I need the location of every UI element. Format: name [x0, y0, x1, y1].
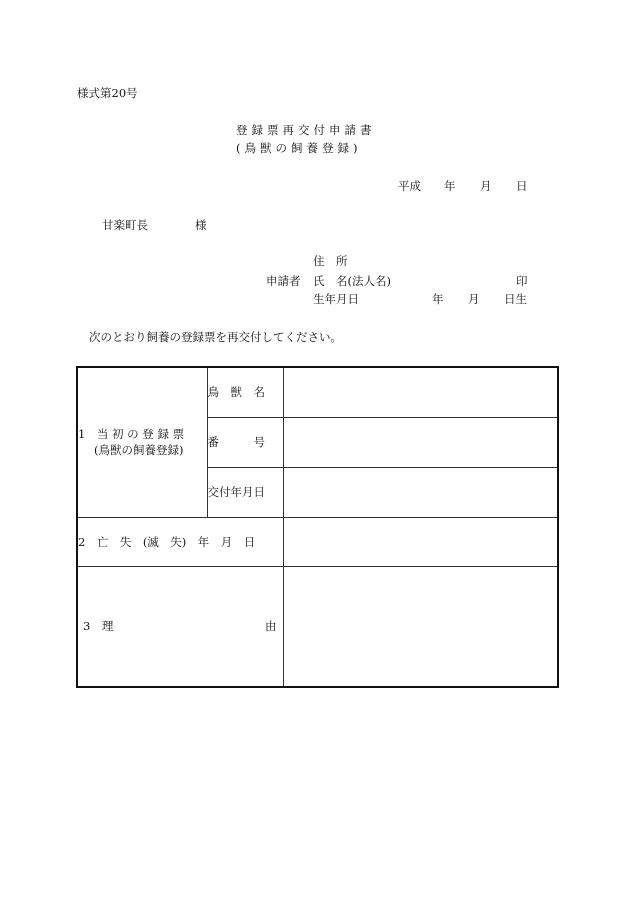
form-number: 様式第20号	[77, 86, 138, 100]
seal-mark: 印	[516, 274, 528, 288]
number-field[interactable]	[283, 417, 558, 467]
date-month-unit: 月	[480, 179, 492, 193]
table-row	[77, 517, 558, 566]
applicant-prefix: 申請者	[266, 274, 301, 288]
loss-date-field[interactable]	[283, 517, 558, 566]
row3-label-cell	[77, 566, 283, 687]
row1-label-line2: (鳥獣の飼養登録)	[94, 443, 184, 458]
row2-label: 2 亡 失 (滅 失) 年 月 日	[78, 534, 256, 549]
addressee-suffix: 様	[195, 218, 207, 232]
table-row	[77, 367, 558, 417]
row3-label-start: 3 理	[83, 619, 114, 634]
table-row	[77, 566, 558, 687]
document-title: 登録票再交付申請書	[236, 123, 376, 137]
animal-name-field[interactable]	[283, 367, 558, 417]
sub-label-issue-date: 交付年月日	[207, 467, 283, 517]
applicant-birth-label: 生年月日	[313, 292, 359, 306]
applicant-name-label: 氏 名(法人名)	[313, 274, 391, 288]
sub-label-animal-name: 鳥 獣 名	[207, 367, 283, 417]
row2-label-cell	[77, 517, 283, 566]
date-year-unit: 年	[444, 179, 456, 193]
addressee-name: 甘楽町長	[102, 218, 148, 232]
reason-field[interactable]	[283, 566, 558, 687]
date-era: 平成	[398, 179, 421, 193]
row1-label-line1: 1 当 初 の 登 録 票	[78, 427, 185, 442]
issue-date-field[interactable]	[283, 467, 558, 517]
birth-month-unit: 月	[468, 292, 480, 306]
sub-label-number: 番 号	[207, 417, 283, 467]
row1-label-cell	[77, 367, 207, 517]
birth-year-unit: 年	[432, 292, 444, 306]
application-table	[76, 366, 559, 688]
date-day-unit: 日	[516, 179, 528, 193]
intro-text: 次のとおり飼養の登録票を再交付してください。	[89, 330, 342, 344]
row3-label-end: 由	[265, 619, 277, 634]
document-subtitle: (鳥獣の飼養登録)	[236, 141, 362, 155]
applicant-address-label: 住 所	[313, 254, 348, 268]
birth-day-unit: 日生	[504, 292, 527, 306]
